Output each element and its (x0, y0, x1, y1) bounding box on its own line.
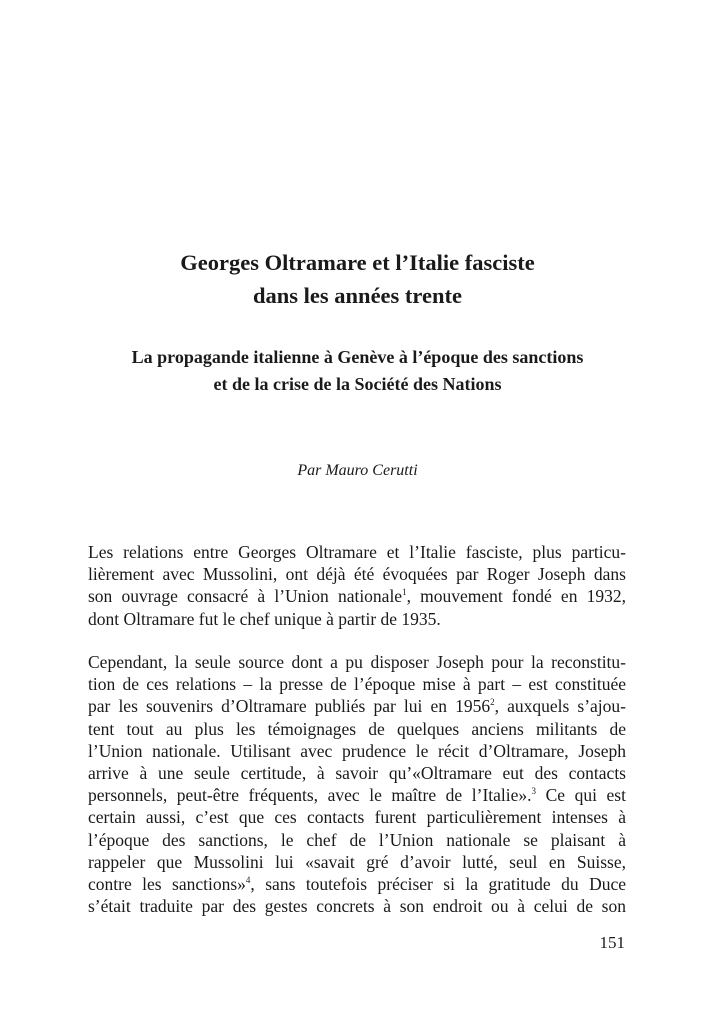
footnote-reference: 2 (490, 697, 495, 708)
text-segment: contre les sanctions» (88, 874, 246, 895)
text-line (88, 695, 626, 717)
text-segment: , mouvement fondé en 1932, (406, 586, 626, 607)
text-line (88, 784, 626, 806)
text-line: s’était traduite par des gestes concrets à son endroit ou à celui de son (88, 896, 626, 917)
text-segment: , auxquels s’ajou- (494, 696, 626, 717)
text-segment: son ouvrage consacré à l’Union nationale (88, 586, 403, 607)
text-line: lièrement avec Mussolini, ont déjà été évoquées par Roger Joseph dans (88, 564, 626, 585)
text-line: l’Union nationale. Utilisant avec prudence le récit d’Oltramare, Joseph (88, 740, 626, 761)
page-number: 151 (599, 933, 625, 952)
text-segment: Ce qui est (536, 785, 626, 806)
text-line: tent tout au plus les témoignages de quelques anciens militants de (88, 718, 626, 739)
text-segment: personnels, peut-être fréquents, avec le maître de l’Italie». (88, 785, 532, 806)
footnote-reference: 3 (531, 786, 537, 797)
author-byline: Par Mauro Cerutti (297, 462, 418, 479)
article-title (0, 246, 715, 312)
article-title-line-2: dans les années trente (253, 283, 462, 308)
text-line: dont Oltramare fut le chef unique à partir de 1935. (88, 608, 441, 629)
text-line: Cependant, la seule source dont a pu disposer Joseph pour la reconstitu- (88, 652, 626, 672)
article-title-line-1: Georges Oltramare et l’Italie fasciste (180, 250, 535, 275)
text-segment: par les souvenirs d’Oltramare publiés par lui en 1956 (88, 696, 491, 717)
text-line: certain aussi, c’est que ces contacts furent particulièrement intenses à (88, 807, 626, 828)
article-subtitle (0, 344, 715, 398)
text-line: tion de ces relations – la presse de l’époque mise à part – est constituée (88, 674, 626, 695)
text-line (88, 873, 626, 895)
text-line: rappeler que Mussolini lui «savait gré d’avoir lutté, seul en Suisse, (88, 851, 626, 872)
article-subtitle-line-2: et de la crise de la Société des Nations (213, 374, 502, 394)
footnote-reference: 1 (402, 587, 407, 598)
paragraph-2 (88, 651, 626, 917)
text-line: Les relations entre Georges Oltramare et l’Italie fasciste, plus particu- (88, 542, 626, 562)
paragraph-1 (88, 541, 626, 630)
text-line: arrive à une seule certitude, à savoir qu’«Oltramare eut des contacts (88, 763, 626, 784)
text-line (88, 585, 626, 607)
text-line: l’époque des sanctions, le chef de l’Union nationale se plaisant à (88, 829, 626, 850)
article-subtitle-line-1: La propagande italienne à Genève à l’époque des sanctions (131, 347, 584, 367)
footnote-reference: 4 (245, 875, 251, 886)
text-segment: , sans toutefois préciser si la gratitude du Duce (250, 874, 626, 895)
